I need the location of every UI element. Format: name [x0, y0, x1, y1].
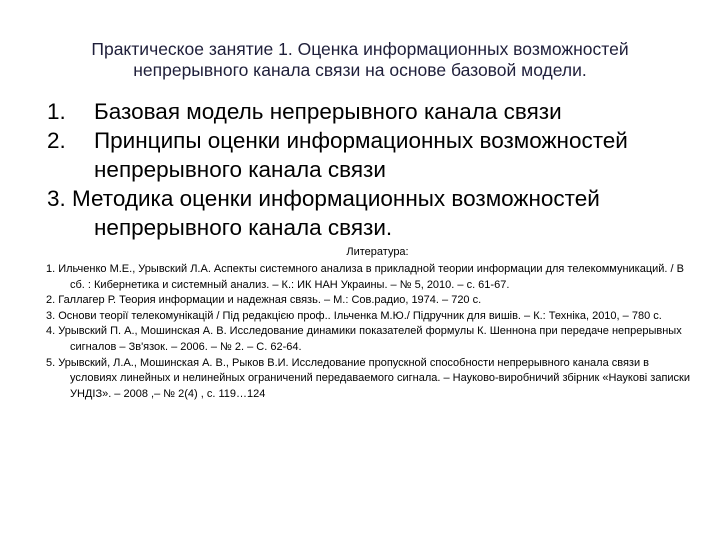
outline-number: 2. — [47, 128, 66, 153]
reference-item: 5. Урывский, Л.А., Мошинская А. В., Рыков В.И. Исследование пропускной способности непрерывного канала связи в условиях линейных и нелинейных ограничений передаваемого сигнала. – Науково-виробничий збірник «Наукові записки УНДІЗ». – 2008 ,– № 2(4) , с. 119…124 — [46, 356, 691, 400]
reference-item: 1. Ильченко М.Е., Урывский Л.А. Аспекты системного анализа в прикладной теории информации для телекоммуникаций. / В сб. : Кибернетика и системный анализ. – К.: ИК НАН Украины. – № 5, 2010. – с. 61-67. — [46, 263, 684, 291]
outline-item-1 — [47, 97, 707, 126]
title-line-1: Практическое занятие 1. Оценка информационных возможностей — [91, 39, 629, 59]
outline-item-2 — [47, 126, 707, 184]
outline-text: Базовая модель непрерывного канала связи — [94, 99, 562, 124]
references-list — [46, 262, 691, 402]
outline-text: Методика оценки информационных возможностей непрерывного канала связи. — [72, 186, 600, 240]
reference-item: 2. Галлагер Р. Теория информации и надежная связь. – М.: Сов.радио, 1974. – 720 с. — [46, 294, 482, 307]
reference-item: 3. Основи теорії телекомунікацій / Під редакцією проф.. Ільченка М.Ю./ Підручник для вишів. – К.: Техніка, 2010, – 780 с. — [46, 309, 662, 322]
outline-number: 3. — [47, 186, 66, 211]
outline-item-3 — [47, 184, 707, 242]
outline-number: 1. — [47, 99, 66, 124]
outline-text: Принципы оценки информационных возможностей непрерывного канала связи — [94, 128, 628, 182]
topic-outline — [47, 97, 707, 242]
references-heading: Литература: — [346, 246, 409, 258]
slide-title — [40, 39, 680, 81]
reference-item: 4. Урывский П. А., Мошинская А. В. Исследование динамики показателей формулы К. Шеннона при передаче непрерывных сигналов – Зв'язок. – 2006. – № 2. – С. 62-64. — [46, 325, 682, 353]
title-line-2: непрерывного канала связи на основе базовой модели. — [133, 60, 587, 80]
